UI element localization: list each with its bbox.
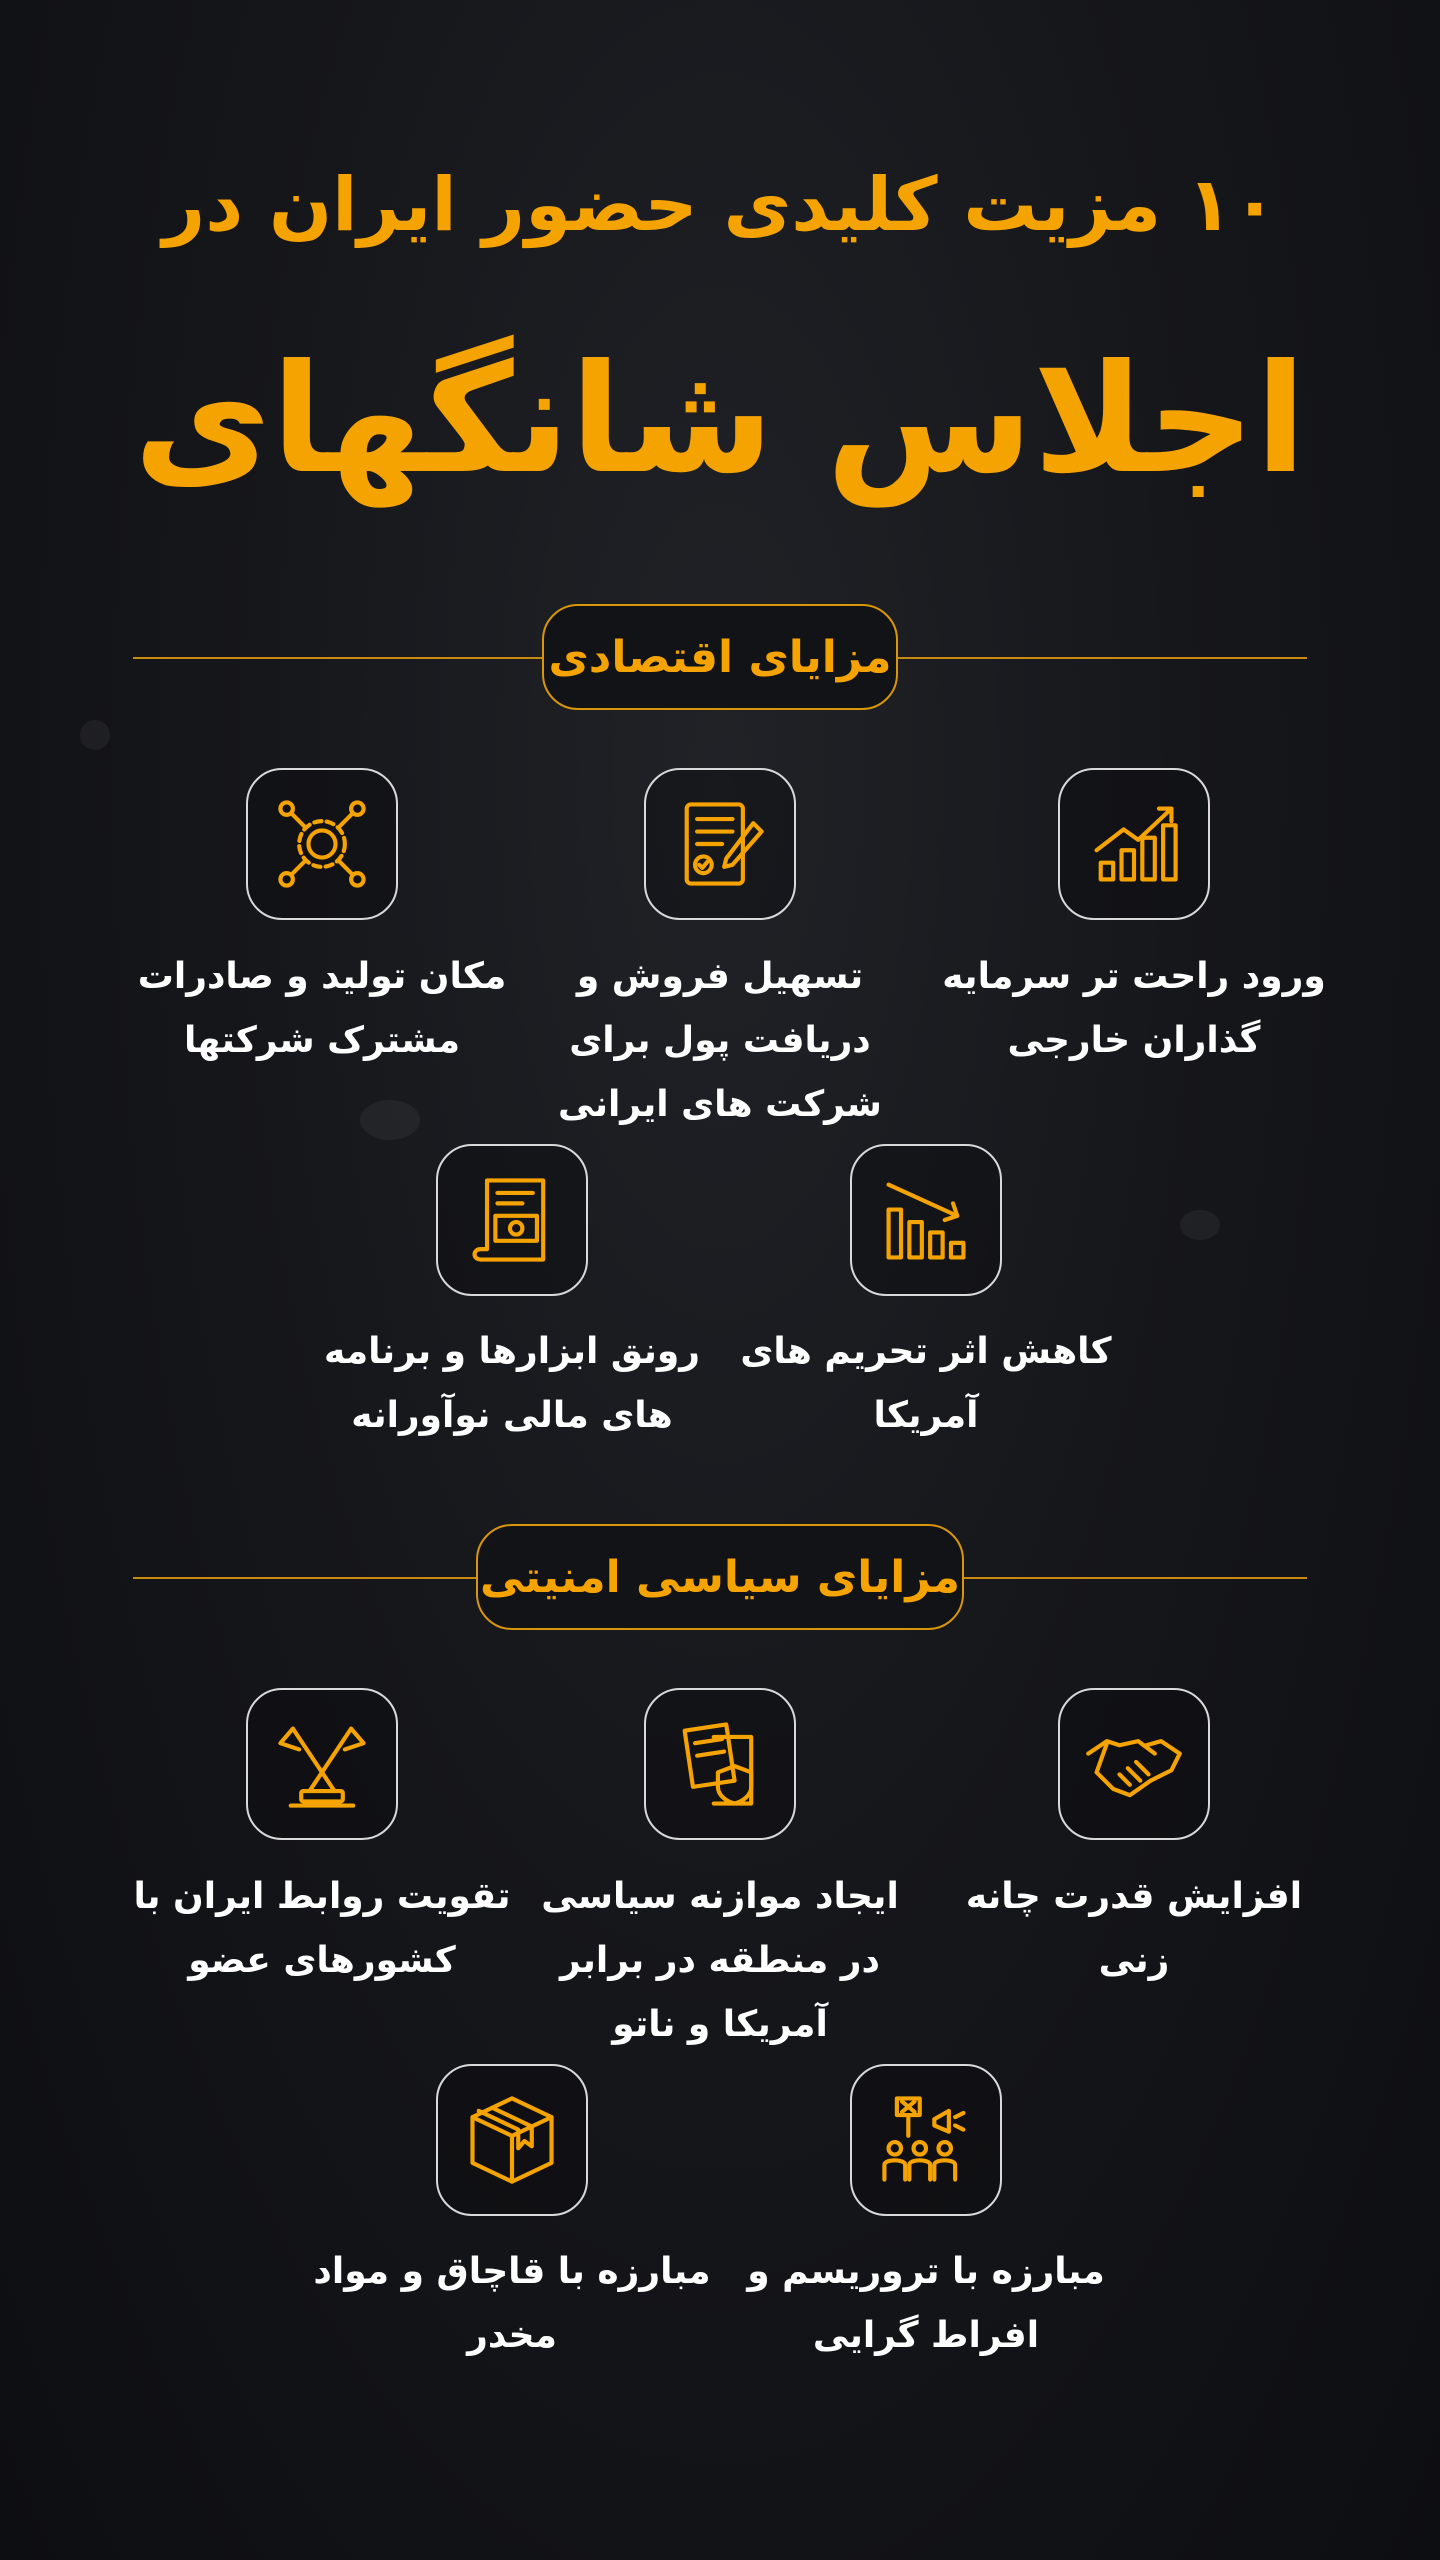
package-box-icon <box>436 2064 588 2216</box>
benefit-label: افزایش قدرت چانه زنی <box>965 1876 1303 1981</box>
growth-chart-icon <box>1058 768 1210 920</box>
page-title-line-1: ۱۰ مزیت کلیدی حضور ایران در <box>162 162 1278 248</box>
benefit-label: کاهش اثر تحریم های آمریکا <box>740 1331 1112 1436</box>
crossed-flags-icon <box>246 1688 398 1840</box>
document-shield-icon <box>644 1688 796 1840</box>
benefit-label: رونق ابزارها و برنامه های مالی نوآورانه <box>324 1331 700 1436</box>
money-bill-document-icon <box>436 1144 588 1296</box>
protest-megaphone-icon <box>850 2064 1002 2216</box>
benefit-label: مبارزه با قاچاق و مواد مخدر <box>313 2251 711 2356</box>
section-heading-economic: مزایای اقتصادی <box>542 604 898 710</box>
contract-signing-icon <box>644 768 796 920</box>
gear-network-icon <box>246 768 398 920</box>
benefit-label: ورود راحت تر سرمایه گذاران خارجی <box>942 956 1326 1061</box>
benefit-label: ایجاد موازنه سیاسی در منطقه در برابر آمریکا و ناتو <box>541 1876 899 2045</box>
benefit-label: مبارزه با تروریسم و افراط گرایی <box>747 2251 1105 2356</box>
benefit-label: تسهیل فروش و دریافت پول برای شرکت های ایرانی <box>558 956 882 1125</box>
benefit-label: تقویت روابط ایران با کشورهای عضو <box>133 1876 511 1981</box>
handshake-icon <box>1058 1688 1210 1840</box>
declining-chart-icon <box>850 1144 1002 1296</box>
background-texture-speck <box>1180 1210 1220 1240</box>
benefit-label: مکان تولید و صادرات مشترک شرکتها <box>137 956 507 1061</box>
section-heading-political-security: مزایای سیاسی امنیتی <box>476 1524 964 1630</box>
background-texture-speck <box>360 1100 420 1140</box>
page-title-line-2: اجلاس شانگهای <box>133 333 1307 507</box>
background-texture-speck <box>80 720 110 750</box>
